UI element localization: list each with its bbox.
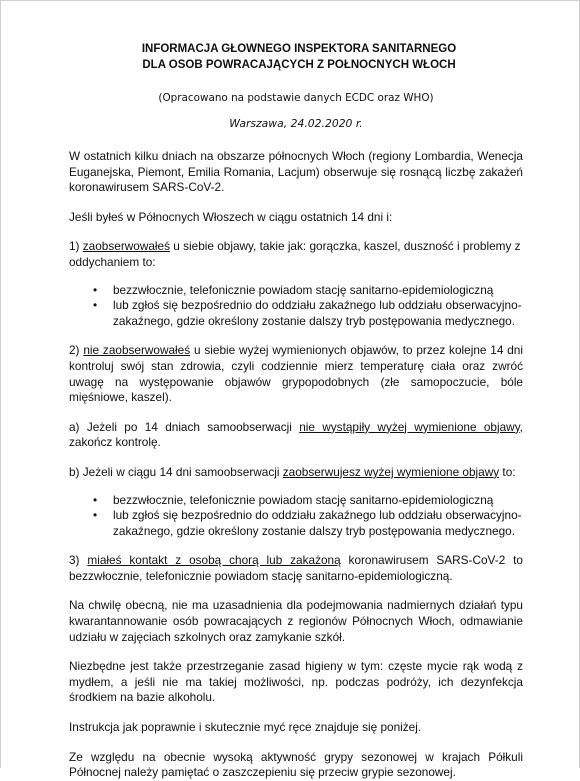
place-date: Warszawa, 24.02.2020 r. [229,117,363,130]
no-basis-paragraph: Na chwilę obecną, nie ma uzasadnienia dla podejmowania nadmiernych działań typu kwarantannowanie osób powracających z regionów Północnych Włoch, odmawianie udziału w zajęciach szkolnych oraz zamykanie szkół. [69,598,523,644]
point-a-text-after: , zakończ kontrolę. [69,419,523,450]
point-a-underlined: nie wystąpiły wyżej wymienione objawy [299,419,520,434]
point-1-number: 1) [69,239,80,254]
list-item: • lub zgłoś się bezpośrednio do oddziału zakaźnego lub oddziału obserwacyjno-zakaźnego, gdzie określony zostanie dalszy tryb postępowania medycznego. [93,508,523,539]
point-b-paragraph [69,465,523,481]
bullet-list-b [69,493,523,540]
intro-paragraph: W ostatnich kilku dniach na obszarze północnych Włoch (regiony Lombardia, Wenecja Euganejska, Piemont, Emilia Romania, Lacjum) obserwuje się rosnącą liczbę zakażeń koronawirusem SARS-CoV-2. [69,149,523,195]
point-a-text-before: a) Jeżeli po 14 dniach samoobserwacji [69,419,300,434]
point-3-number: 3) [69,553,80,568]
list-item: • bezzwłocznie, telefonicznie powiadom stację sanitarno-epidemiologiczną [93,283,523,299]
instruction-paragraph: Instrukcja jak poprawnie i skutecznie myć ręce znajduje się poniżej. [69,720,422,735]
point-b-underlined: zaobserwujesz wyżej wymienione objawy [282,464,500,479]
document-title-line-1: INFORMACJA GŁOWNEGO INSPEKTORA SANITARNEGO [141,43,457,55]
document-title-line-2: DLA OSOB POWRACAJĄCYCH Z POŁNOCNYCH WŁOCH [142,59,456,71]
point-b-text-after: to: [499,464,516,479]
list-item: • bezzwłocznie, telefonicznie powiadom stację sanitarno-epidemiologiczną [93,493,523,509]
point-3-text: koronawirusem SARS-CoV-2 to bezzwłocznie, telefonicznie powiadom stację sanitarno-epidemiologiczną. [69,553,523,583]
bullet-list-a [69,283,523,330]
point-1-paragraph [69,239,523,270]
point-b-text-before: b) Jeżeli w ciągu 14 dni samoobserwacji [69,464,283,479]
if-returned-paragraph: Jeśli byłeś w Północnych Włoszech w ciągu ostatnich 14 dni i: [69,209,393,224]
point-1-text: u siebie objawy, takie jak: gorączka, kaszel, duszność i problemy z oddychaniem to: [69,239,521,269]
point-3-underlined: miałeś kontakt z osobą chorą lub zakażoną [87,553,341,568]
hygiene-paragraph: Niezbędne jest także przestrzeganie zasad higieny w tym: częste mycie rąk wodą z mydłem, a jeśli nie ma takiej możliwości, np. podczas podróży, ich dezynfekcja środkiem na bazie alkoholu. [69,659,523,705]
list-item: • lub zgłoś się bezpośrednio do oddziału zakaźnego lub oddziału obserwacyjno-zakaźnego, gdzie określony zostanie dalszy tryb postępowania medycznego. [93,298,523,329]
point-2-text: u siebie wyżej wymienionych objawów, to przez kolejne 14 dni kontroluj swój stan zdrowia, czyli codziennie mierz temperaturę ciała oraz zwróć uwagę na występowanie objawów grypopodobnych (złe samopoczucie, bóle mięśniowe, kaszel). [69,343,523,405]
source-note: (Opracowano na podstawie danych ECDC oraz WHO) [158,92,434,104]
point-3-paragraph [69,553,523,584]
point-a-paragraph [69,420,523,451]
point-2-underlined: nie zaobserwowałeś [83,343,191,358]
point-2-paragraph [69,343,523,405]
flu-paragraph: Ze względu na obecnie wysoką aktywność grypy sezonowej w krajach Półkuli Północnej należy pamiętać o zaszczepieniu się przeciw grypie sezonowej. [69,749,523,780]
point-2-number: 2) [69,343,80,358]
point-1-underlined: zaobserwowałeś [82,239,170,254]
